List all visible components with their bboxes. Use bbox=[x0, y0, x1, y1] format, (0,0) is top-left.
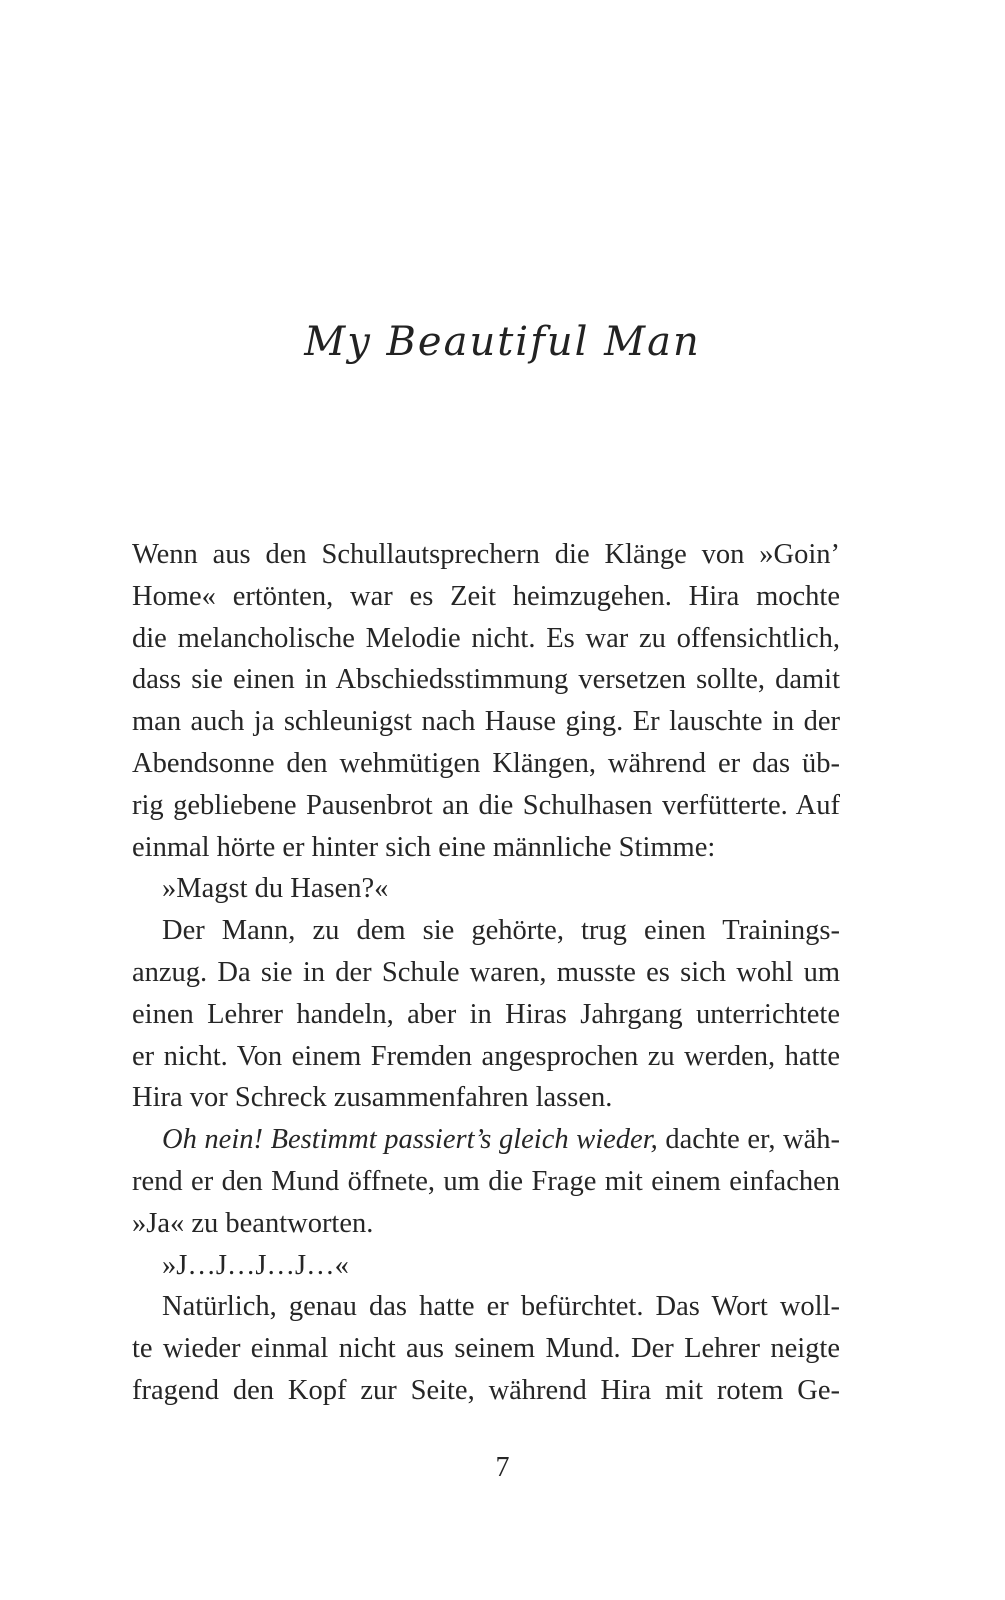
text-line-mixed bbox=[132, 1119, 840, 1161]
chapter-title: My Beautiful Man bbox=[304, 319, 701, 365]
text-line: er nicht. Von einem Fremden angesprochen zu werden, hatte bbox=[132, 1040, 840, 1072]
text-line: man auch ja schleunigst nach Hause ging. Er lauschte in der bbox=[132, 706, 840, 738]
text-line: dass sie einen in Abschiedsstimmung versetzen sollte, damit bbox=[132, 664, 840, 696]
text-line: Home« ertönten, war es Zeit heimzugehen. Hira mochte bbox=[132, 580, 840, 612]
text-line: einmal hörte er hinter sich eine männliche Stimme: bbox=[132, 831, 716, 863]
text-line: »J…J…J…J…« bbox=[162, 1249, 349, 1281]
text-line: einen Lehrer handeln, aber in Hiras Jahrgang unterrichtete bbox=[132, 998, 840, 1030]
text-line: Abendsonne den wehmütigen Klängen, während er das üb- bbox=[132, 747, 840, 779]
text-line: Wenn aus den Schullautsprechern die Klänge von »Goin’ bbox=[132, 539, 840, 570]
text-line: anzug. Da sie in der Schule waren, musste es sich wohl um bbox=[132, 956, 840, 988]
text-line: »Ja« zu beantworten. bbox=[132, 1207, 374, 1239]
text-line: te wieder einmal nicht aus seinem Mund. Der Lehrer neigte bbox=[132, 1333, 840, 1365]
text-fragment: dachte er, wäh- bbox=[657, 1124, 841, 1156]
text-line: die melancholische Melodie nicht. Es war zu offensichtlich, bbox=[132, 622, 840, 654]
text-line: Natürlich, genau das hatte er befürchtet. Das Wort woll- bbox=[162, 1291, 840, 1323]
page-number: 7 bbox=[495, 1452, 510, 1483]
text-line: Der Mann, zu dem sie gehörte, trug einen Trainings- bbox=[162, 915, 840, 947]
text-line: rend er den Mund öffnete, um die Frage mit einem einfachen bbox=[132, 1165, 840, 1197]
text-line: fragend den Kopf zur Seite, während Hira mit rotem Ge- bbox=[132, 1374, 840, 1406]
text-line: »Magst du Hasen?« bbox=[162, 873, 389, 905]
body-text bbox=[132, 534, 840, 1412]
italic-thought: Oh nein! Bestimmt passiert’s gleich wieder, bbox=[162, 1124, 658, 1156]
text-line: Hira vor Schreck zusammenfahren lassen. bbox=[132, 1082, 613, 1114]
text-line: rig gebliebene Pausenbrot an die Schulhasen verfütterte. Auf bbox=[132, 789, 840, 821]
